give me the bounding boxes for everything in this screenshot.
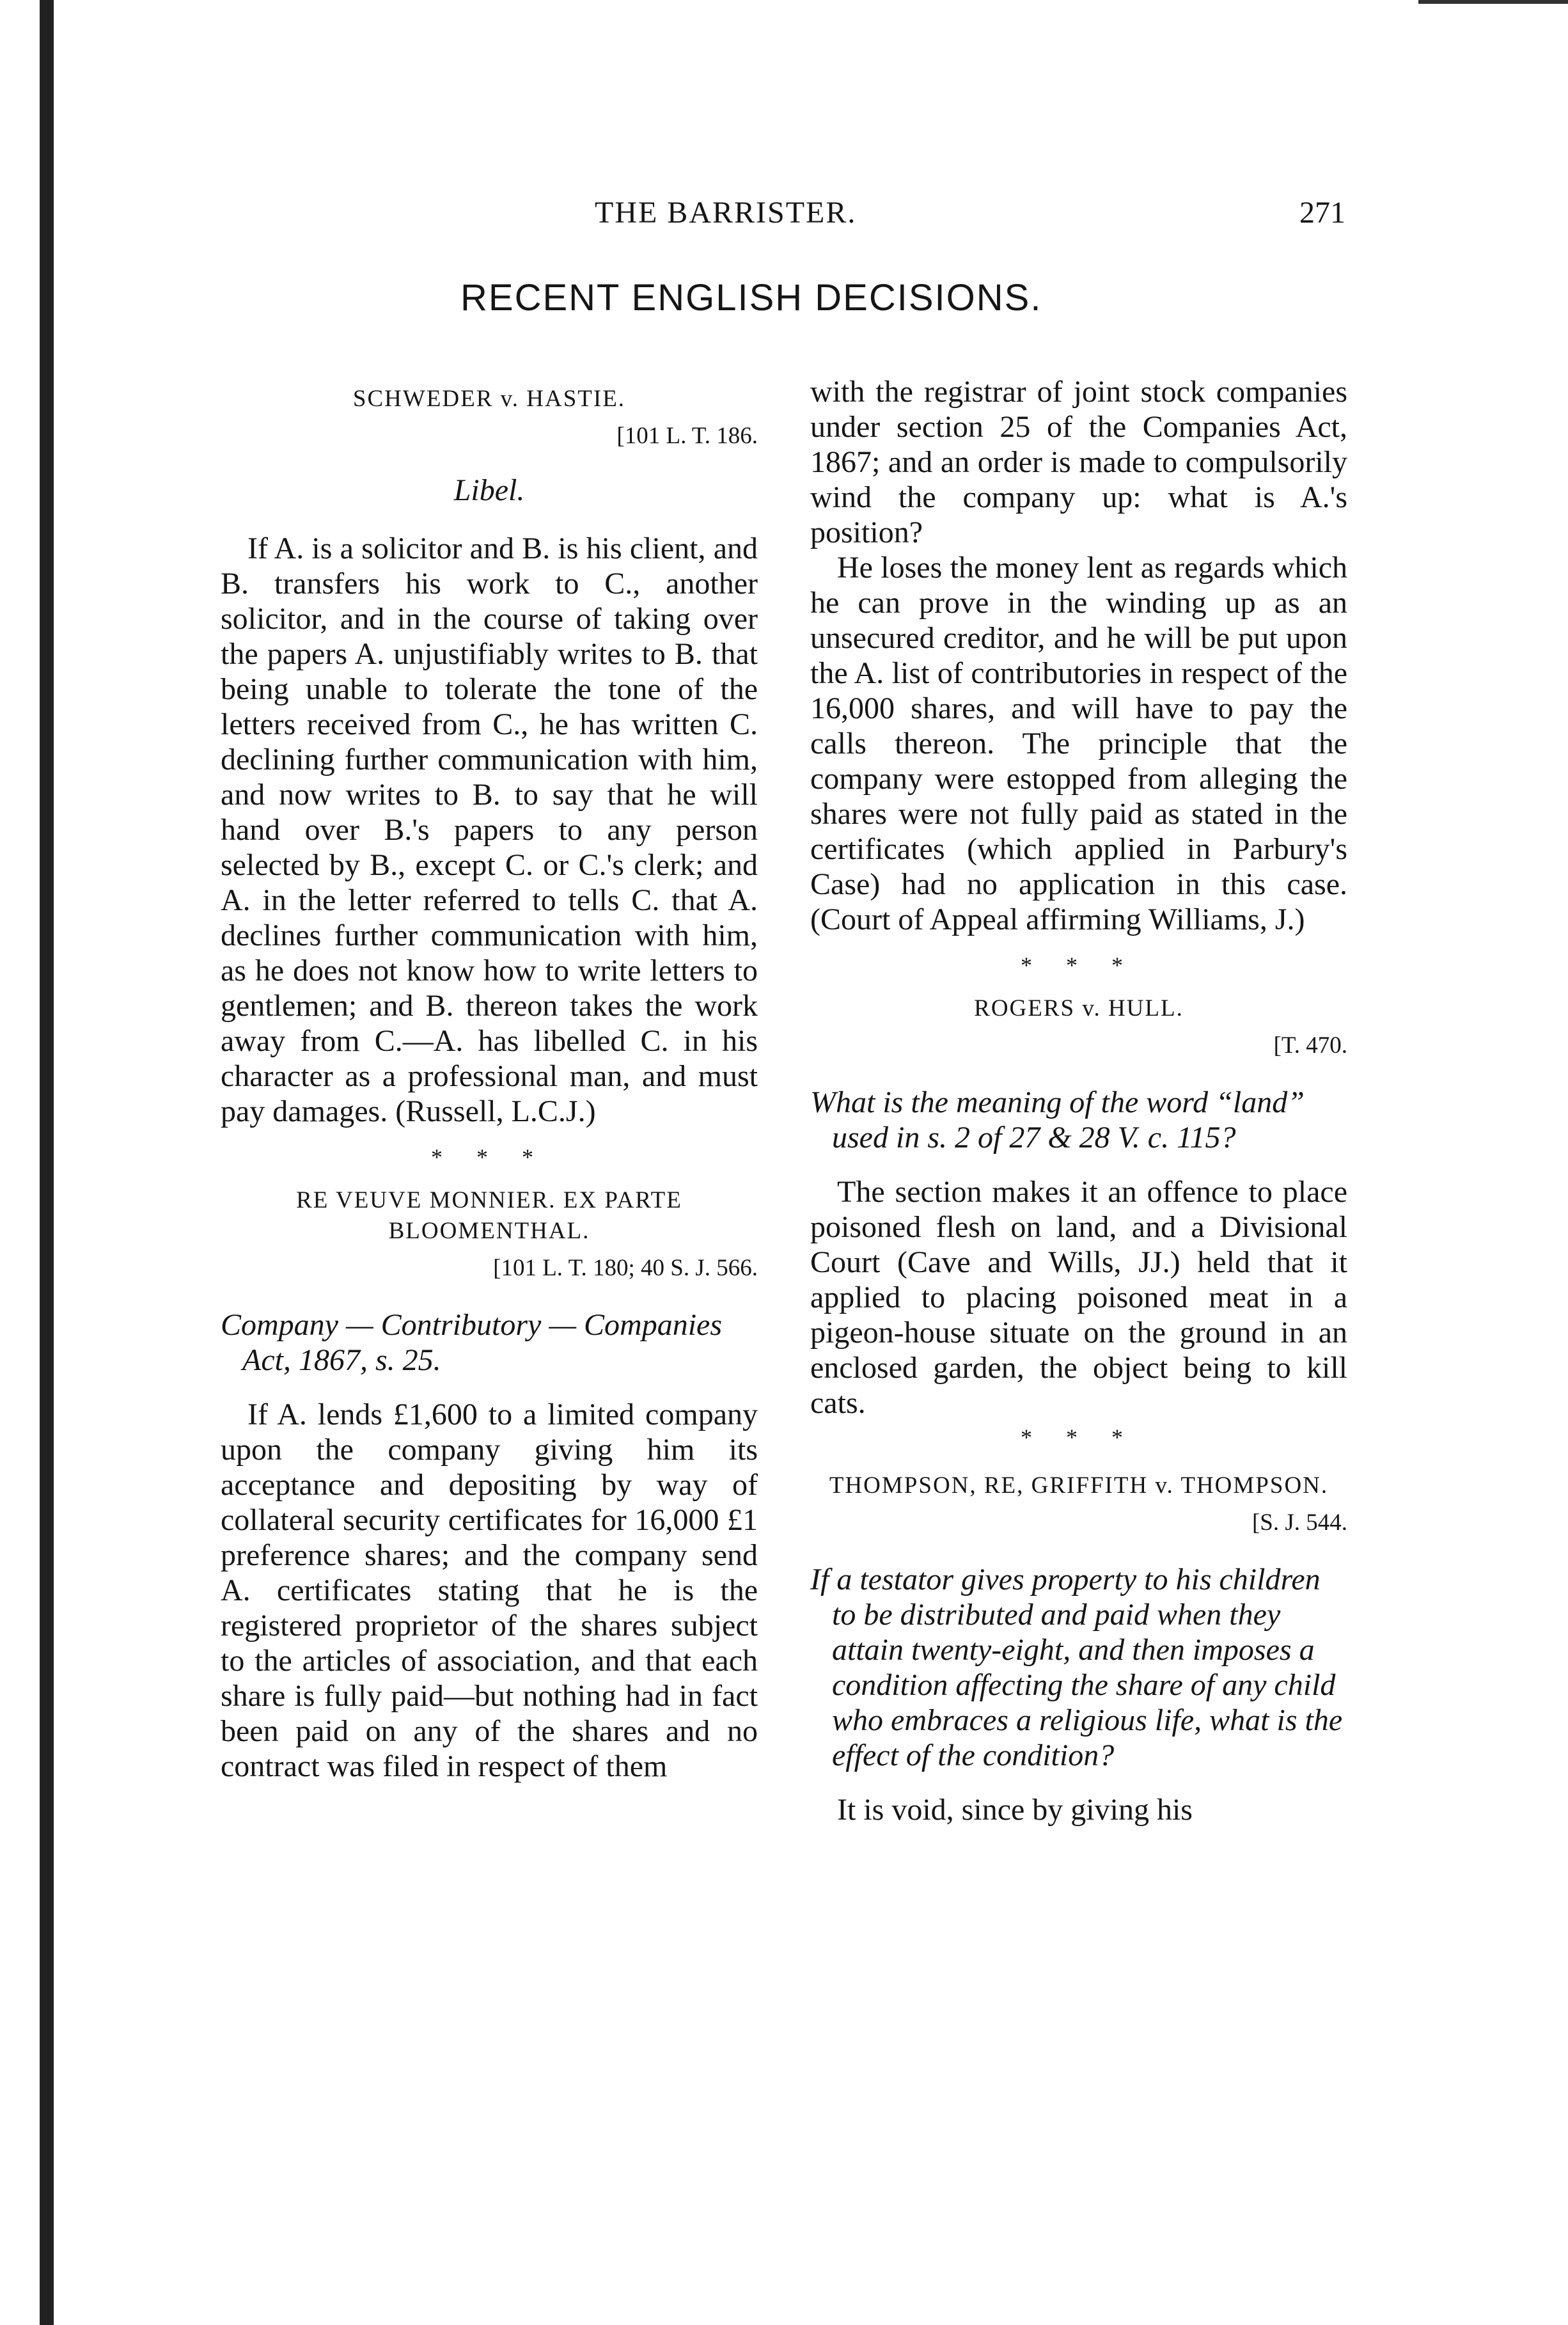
right-column <box>810 374 1347 1827</box>
section-title: RECENT ENGLISH DECISIONS. <box>460 277 1042 319</box>
separator-stars: * * * <box>1021 1424 1137 1450</box>
top-edge-mark <box>1418 0 1568 4</box>
case-name-rogers: ROGERS v. HULL. <box>974 995 1184 1021</box>
page-edge-shadow <box>40 0 54 2325</box>
left-column <box>221 384 758 1784</box>
case-name-schweder: SCHWEDER v. HASTIE. <box>352 386 626 412</box>
question-rogers: What is the meaning of the word “land” used in s. 2 of 27 & 28 V. c. 115? <box>810 1085 1305 1155</box>
citation-thompson: [S. J. 544. <box>1251 1509 1347 1536</box>
case-body-thompson: It is void, since by giving his <box>837 1793 1193 1827</box>
running-title: THE BARRISTER. <box>595 196 857 230</box>
citation-schweder: [101 L. T. 186. <box>616 423 758 449</box>
page-number: 271 <box>1299 196 1345 230</box>
case-name-monnier: RE VEUVE MONNIER. EX PARTE BLOOMENTHAL. <box>296 1187 682 1244</box>
citation-monnier: [101 L. T. 180; 40 S. J. 566. <box>493 1255 758 1281</box>
case-body-monnier: If A. lends £1,600 to a limited company upon the company giving him its acceptance and depositing by way of collateral security certificates for 16,000 £1 preference shares; and the company send A. certificates stating that he is the registered proprietor of the shares subject to the articles of association, and that each share is fully paid—but nothing had in fact been paid on any of the shares and no contract was filed in respect of them <box>221 1398 758 1783</box>
citation-rogers: [T. 470. <box>1273 1032 1347 1059</box>
case-body-monnier-continued: with the registrar of joint stock companies under section 25 of the Companies Act, 1867; and an order is made to compulsorily wind the company up: what is A.'s position? <box>810 375 1347 549</box>
question-thompson: If a testator gives property to his children to be distributed and paid when they attain twenty-eight, and then imposes a condition affecting the share of any child who embraces a religious life, what is the effect of the condition? <box>810 1563 1343 1772</box>
case-body-rogers: The section makes it an offence to place poisoned flesh on land, and a Divisional Court (Cave and Wills, JJ.) held that it applied to placing poisoned meat in a pigeon-house situate on the ground in an enclosed garden, the object being to kill cats. <box>810 1175 1347 1420</box>
topic-company: Company — Contributory — Companies Act, 1867, s. 25. <box>221 1308 723 1377</box>
case-body-schweder: If A. is a solicitor and B. is his client, and B. transfers his work to C., another solicitor, and in the course of taking over the papers A. unjustifiably writes to B. that being unable to tolerate the tone of the letters received from C., he has written C. declining further communication with him, and now writes to B. to say that he will hand over B.'s papers to any person selected by B., except C. or C.'s clerk; and A. in the letter referred to tells C. that A. declines further communication with him, as he does not know how to write letters to gentlemen; and B. thereon takes the work away from C.—A. has libelled C. in his character as a professional man, and must pay damages. (Russell, L.C.J.) <box>221 532 758 1128</box>
separator-stars: * * * <box>431 1144 547 1170</box>
topic-libel: Libel. <box>453 473 525 507</box>
case-answer-monnier: He loses the money lent as regards which he can prove in the winding up as an unsecured creditor, and he will be put upon the A. list of contributories in respect of the 16,000 shares, and will have to pay the calls thereon. The principle that the company were estopped from alleging the shares were not fully paid as stated in the certificates (which applied in Parbury's Case) had no application in this case. (Court of Appeal affirming Williams, J.) <box>810 551 1347 936</box>
separator-stars: * * * <box>1021 952 1137 978</box>
case-name-thompson: THOMPSON, RE, GRIFFITH v. THOMPSON. <box>829 1472 1329 1499</box>
